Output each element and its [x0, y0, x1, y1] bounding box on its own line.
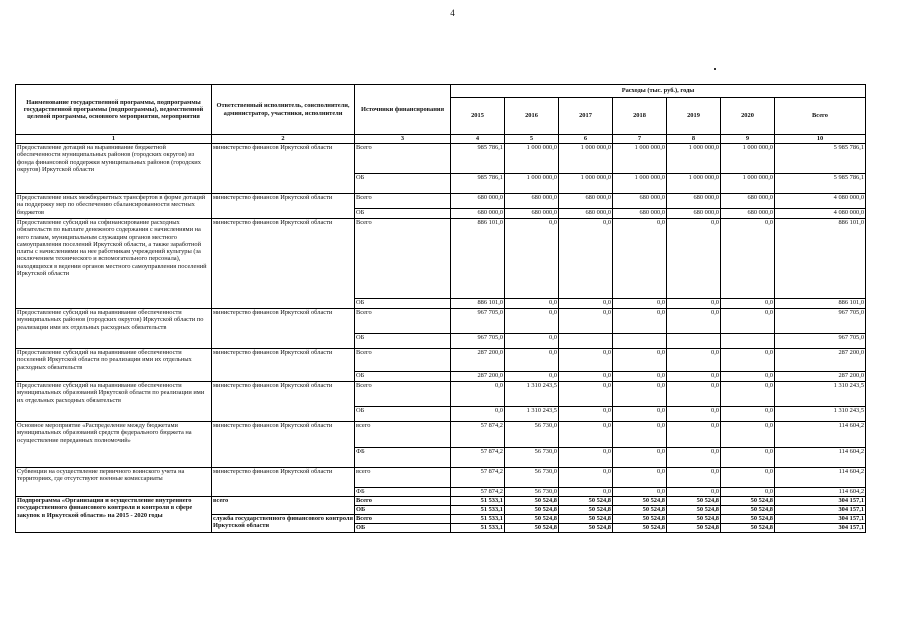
value-cell: 50 524,8 — [559, 524, 613, 533]
total-cell: 304 157,1 — [775, 506, 866, 515]
header-year: 2017 — [559, 98, 613, 135]
value-cell — [721, 334, 775, 349]
value-cell: 0,0 — [613, 219, 667, 299]
value-cell: 0,0 — [721, 468, 775, 488]
source-cell: ОБ — [355, 524, 451, 533]
value-cell: 985 786,1 — [451, 174, 505, 194]
value-cell: 0,0 — [559, 448, 613, 468]
value-cell: 50 524,8 — [721, 497, 775, 506]
value-cell: 0,0 — [559, 468, 613, 488]
header-name: Наименование государственной программы, подпрограммы государственной программы (подпрограммы), ведомственной целевой программы, основного мероприятия, мероприятия — [16, 85, 212, 135]
column-number: 9 — [721, 135, 775, 144]
value-cell: 50 524,8 — [505, 506, 559, 515]
scan-speck — [714, 68, 716, 70]
row-name: Предоставление дотаций на выравнивание бюджетной обеспеченности муниципальных районов (городских округов) из фонда финансовой поддержки муниципальных районов (городских округов) Иркутской области — [16, 144, 212, 194]
total-cell: 886 101,0 — [775, 219, 866, 299]
value-cell: 0,0 — [667, 422, 721, 448]
source-cell: Всего — [355, 194, 451, 209]
value-cell: 0,0 — [721, 422, 775, 448]
value-cell: 57 874,2 — [451, 488, 505, 497]
header-total: Всего — [775, 98, 866, 135]
column-number: 5 — [505, 135, 559, 144]
value-cell: 50 524,8 — [721, 515, 775, 524]
value-cell: 0,0 — [559, 407, 613, 422]
value-cell: 57 874,2 — [451, 448, 505, 468]
value-cell: 680 000,0 — [667, 194, 721, 209]
value-cell: 0,0 — [667, 488, 721, 497]
table-row — [16, 309, 866, 334]
value-cell: 967 705,0 — [451, 309, 505, 334]
value-cell: 50 524,8 — [613, 524, 667, 533]
total-cell: 1 310 243,5 — [775, 382, 866, 407]
value-cell: 0,0 — [613, 468, 667, 488]
value-cell: 50 524,8 — [559, 515, 613, 524]
value-cell: 0,0 — [505, 309, 559, 334]
value-cell: 57 874,2 — [451, 422, 505, 448]
value-cell: 0,0 — [505, 334, 559, 349]
value-cell: 0,0 — [667, 219, 721, 299]
value-cell: 0,0 — [613, 349, 667, 372]
value-cell: 0,0 — [559, 372, 613, 382]
value-cell: 0,0 — [559, 349, 613, 372]
value-cell: 0,0 — [559, 219, 613, 299]
value-cell: 57 874,2 — [451, 468, 505, 488]
value-cell: 1 310 243,5 — [505, 382, 559, 407]
total-cell: 5 985 786,1 — [775, 174, 866, 194]
source-cell: Всего — [355, 144, 451, 174]
value-cell: 680 000,0 — [559, 194, 613, 209]
value-cell: 0,0 — [451, 382, 505, 407]
value-cell: 51 533,1 — [451, 524, 505, 533]
row-responsible: министерство финансов Иркутской области — [212, 468, 355, 497]
table-row — [16, 468, 866, 488]
value-cell: 50 524,8 — [667, 515, 721, 524]
value-cell: 0,0 — [721, 219, 775, 299]
page-number: 4 — [450, 8, 455, 18]
column-number: 6 — [559, 135, 613, 144]
value-cell — [667, 334, 721, 349]
source-cell: ОБ — [355, 372, 451, 382]
total-cell: 304 157,1 — [775, 497, 866, 506]
value-cell: 56 730,0 — [505, 448, 559, 468]
row-name: Предоставление субсидий на выравнивание обеспеченности муниципальных образований Иркутской области по реализации ими их отдельных расходных обязательств — [16, 382, 212, 422]
header-year: 2019 — [667, 98, 721, 135]
value-cell — [559, 334, 613, 349]
value-cell: 680 000,0 — [559, 209, 613, 219]
value-cell: 0,0 — [721, 299, 775, 309]
value-cell: 0,0 — [721, 309, 775, 334]
source-cell: Всего — [355, 382, 451, 407]
source-cell: ОБ — [355, 174, 451, 194]
value-cell: 0,0 — [613, 382, 667, 407]
total-cell: 4 080 000,0 — [775, 194, 866, 209]
value-cell: 1 000 000,0 — [559, 144, 613, 174]
value-cell: 0,0 — [559, 299, 613, 309]
value-cell: 51 533,1 — [451, 497, 505, 506]
value-cell: 1 000 000,0 — [505, 174, 559, 194]
value-cell: 1 000 000,0 — [721, 174, 775, 194]
header-year: 2015 — [451, 98, 505, 135]
source-cell: ОБ — [355, 209, 451, 219]
table-body — [16, 135, 866, 533]
value-cell: 50 524,8 — [559, 497, 613, 506]
source-cell: Всего — [355, 309, 451, 334]
row-responsible: министерство финансов Иркутской области — [212, 349, 355, 382]
value-cell: 1 000 000,0 — [667, 174, 721, 194]
value-cell: 0,0 — [613, 407, 667, 422]
value-cell: 0,0 — [667, 349, 721, 372]
value-cell: 50 524,8 — [559, 506, 613, 515]
row-name: Предоставление иных межбюджетных трансфертов в форме дотаций на поддержку мер по обеспечению сбалансированности местных бюджетов — [16, 194, 212, 219]
value-cell: 50 524,8 — [613, 506, 667, 515]
value-cell: 0,0 — [559, 382, 613, 407]
value-cell: 50 524,8 — [505, 497, 559, 506]
column-number: 3 — [355, 135, 451, 144]
column-number: 10 — [775, 135, 866, 144]
value-cell: 0,0 — [667, 448, 721, 468]
total-cell: 1 310 243,5 — [775, 407, 866, 422]
total-cell: 287 200,0 — [775, 372, 866, 382]
row-responsible: министерство финансов Иркутской области — [212, 382, 355, 422]
column-number: 2 — [212, 135, 355, 144]
source-cell: Всего — [355, 219, 451, 299]
header-year: 2018 — [613, 98, 667, 135]
value-cell: 1 000 000,0 — [613, 144, 667, 174]
value-cell: 0,0 — [613, 488, 667, 497]
value-cell: 50 524,8 — [613, 515, 667, 524]
value-cell: 0,0 — [667, 382, 721, 407]
row-name: Предоставление субсидий на выравнивание обеспеченности поселений Иркутской области по реализации ими их отдельных расходных обязательств — [16, 349, 212, 382]
value-cell: 0,0 — [613, 299, 667, 309]
value-cell: 51 533,1 — [451, 506, 505, 515]
source-cell: Всего — [355, 349, 451, 372]
total-cell: 5 985 786,1 — [775, 144, 866, 174]
value-cell — [613, 334, 667, 349]
value-cell: 50 524,8 — [505, 524, 559, 533]
value-cell: 0,0 — [505, 349, 559, 372]
row-responsible: министерство финансов Иркутской области — [212, 309, 355, 349]
total-cell: 287 200,0 — [775, 349, 866, 372]
header-year: 2020 — [721, 98, 775, 135]
value-cell: 0,0 — [559, 488, 613, 497]
source-cell: всего — [355, 468, 451, 488]
value-cell: 0,0 — [721, 407, 775, 422]
total-cell: 886 101,0 — [775, 299, 866, 309]
value-cell: 680 000,0 — [721, 209, 775, 219]
total-cell: 304 157,1 — [775, 515, 866, 524]
value-cell: 886 101,0 — [451, 219, 505, 299]
table-row — [16, 194, 866, 209]
total-cell: 114 604,2 — [775, 468, 866, 488]
total-cell: 114 604,2 — [775, 422, 866, 448]
value-cell: 886 101,0 — [451, 299, 505, 309]
value-cell: 56 730,0 — [505, 422, 559, 448]
value-cell: 50 524,8 — [721, 506, 775, 515]
value-cell: 680 000,0 — [667, 209, 721, 219]
value-cell: 287 200,0 — [451, 349, 505, 372]
value-cell: 51 533,1 — [451, 515, 505, 524]
source-cell: Всего — [355, 515, 451, 524]
header-responsible: Ответственный исполнитель, соисполнители, администратор, участники, исполнители — [212, 85, 355, 135]
value-cell: 50 524,8 — [667, 524, 721, 533]
source-cell: ОБ — [355, 299, 451, 309]
table-row — [16, 422, 866, 448]
total-cell: 967 705,0 — [775, 309, 866, 334]
value-cell: 1 310 243,5 — [505, 407, 559, 422]
header-expenditures: Расходы (тыс. руб.), годы — [451, 85, 866, 98]
value-cell: 680 000,0 — [613, 194, 667, 209]
table-row — [16, 349, 866, 372]
value-cell: 0,0 — [613, 422, 667, 448]
row-name: Предоставление субсидий на выравнивание обеспеченности муниципальных районов (городских округов) Иркутской области по реализации ими их отдельных расходных обязательств — [16, 309, 212, 349]
row-responsible: министерство финансов Иркутской области — [212, 422, 355, 468]
expenditure-table — [15, 84, 866, 533]
row-responsible: министерство финансов Иркутской области — [212, 194, 355, 219]
value-cell: 0,0 — [505, 299, 559, 309]
value-cell: 0,0 — [505, 372, 559, 382]
table-row — [16, 219, 866, 299]
value-cell: 0,0 — [721, 349, 775, 372]
column-number: 8 — [667, 135, 721, 144]
value-cell: 680 000,0 — [613, 209, 667, 219]
column-number: 1 — [16, 135, 212, 144]
value-cell: 0,0 — [667, 309, 721, 334]
total-cell: 967 705,0 — [775, 334, 866, 349]
header-year: 2016 — [505, 98, 559, 135]
value-cell: 680 000,0 — [451, 209, 505, 219]
value-cell: 56 730,0 — [505, 488, 559, 497]
source-cell: Всего — [355, 497, 451, 506]
value-cell: 1 000 000,0 — [559, 174, 613, 194]
value-cell: 0,0 — [721, 382, 775, 407]
column-number: 7 — [613, 135, 667, 144]
value-cell: 680 000,0 — [721, 194, 775, 209]
value-cell: 0,0 — [721, 372, 775, 382]
value-cell: 1 000 000,0 — [613, 174, 667, 194]
value-cell: 0,0 — [505, 219, 559, 299]
value-cell: 967 705,0 — [451, 334, 505, 349]
value-cell: 680 000,0 — [505, 194, 559, 209]
total-cell: 114 604,2 — [775, 488, 866, 497]
value-cell: 0,0 — [613, 372, 667, 382]
total-cell: 114 604,2 — [775, 448, 866, 468]
subprogram-responsible: всего — [212, 497, 355, 515]
value-cell: 680 000,0 — [505, 209, 559, 219]
source-cell: ФБ — [355, 448, 451, 468]
subprogram-name: Подпрограмма «Организация и осуществление внутреннего государственного финансового контроля и контроля в сфере закупок в Иркутской области» на 2015 - 2020 годы — [16, 497, 212, 533]
value-cell: 0,0 — [667, 299, 721, 309]
value-cell: 0,0 — [667, 468, 721, 488]
value-cell: 0,0 — [559, 309, 613, 334]
total-cell: 304 157,1 — [775, 524, 866, 533]
value-cell: 1 000 000,0 — [667, 144, 721, 174]
table-row — [16, 382, 866, 407]
value-cell: 985 786,1 — [451, 144, 505, 174]
row-responsible: министерство финансов Иркутской области — [212, 144, 355, 194]
subprogram-responsible: служба государственного финансового контроля Иркутской области — [212, 515, 355, 533]
value-cell: 50 524,8 — [613, 497, 667, 506]
source-cell: ОБ — [355, 506, 451, 515]
source-cell: ФБ — [355, 488, 451, 497]
value-cell: 0,0 — [721, 448, 775, 468]
row-name: Субвенции на осуществление первичного воинского учета на территориях, где отсутствуют военные комиссариаты — [16, 468, 212, 497]
value-cell: 1 000 000,0 — [721, 144, 775, 174]
total-cell: 4 080 000,0 — [775, 209, 866, 219]
value-cell: 0,0 — [667, 372, 721, 382]
row-name: Предоставление субсидий на софинансирование расходных обязательств по выплате денежного содержания с начислениями на него главам, муниципальным служащим органов местного самоуправления поселений Иркутской области, а также заработной платы с начислениями на нее работникам учреждений культуры (за исключением технического и вспомогательного персонала), находящихся в ведении органов местного самоуправления поселений Иркутской области — [16, 219, 212, 309]
value-cell: 0,0 — [721, 488, 775, 497]
source-cell: ОБ — [355, 407, 451, 422]
source-cell: ОБ — [355, 334, 451, 349]
value-cell: 1 000 000,0 — [505, 144, 559, 174]
value-cell: 0,0 — [613, 309, 667, 334]
value-cell: 0,0 — [559, 422, 613, 448]
row-responsible: министерство финансов Иркутской области — [212, 219, 355, 309]
column-number: 4 — [451, 135, 505, 144]
value-cell: 50 524,8 — [721, 524, 775, 533]
value-cell: 287 200,0 — [451, 372, 505, 382]
column-number-row — [16, 135, 866, 144]
value-cell: 50 524,8 — [667, 506, 721, 515]
subprogram-row — [16, 497, 866, 506]
table-row — [16, 144, 866, 174]
value-cell: 56 730,0 — [505, 468, 559, 488]
value-cell: 0,0 — [613, 448, 667, 468]
header-sources: Источники финансирования — [355, 85, 451, 135]
value-cell: 50 524,8 — [505, 515, 559, 524]
source-cell: всего — [355, 422, 451, 448]
row-name: Основное мероприятие «Распределение между бюджетами муниципальных образований средств федерального бюджета на осуществление переданных полномочий» — [16, 422, 212, 468]
value-cell: 50 524,8 — [667, 497, 721, 506]
value-cell: 0,0 — [451, 407, 505, 422]
value-cell: 680 000,0 — [451, 194, 505, 209]
value-cell: 0,0 — [667, 407, 721, 422]
